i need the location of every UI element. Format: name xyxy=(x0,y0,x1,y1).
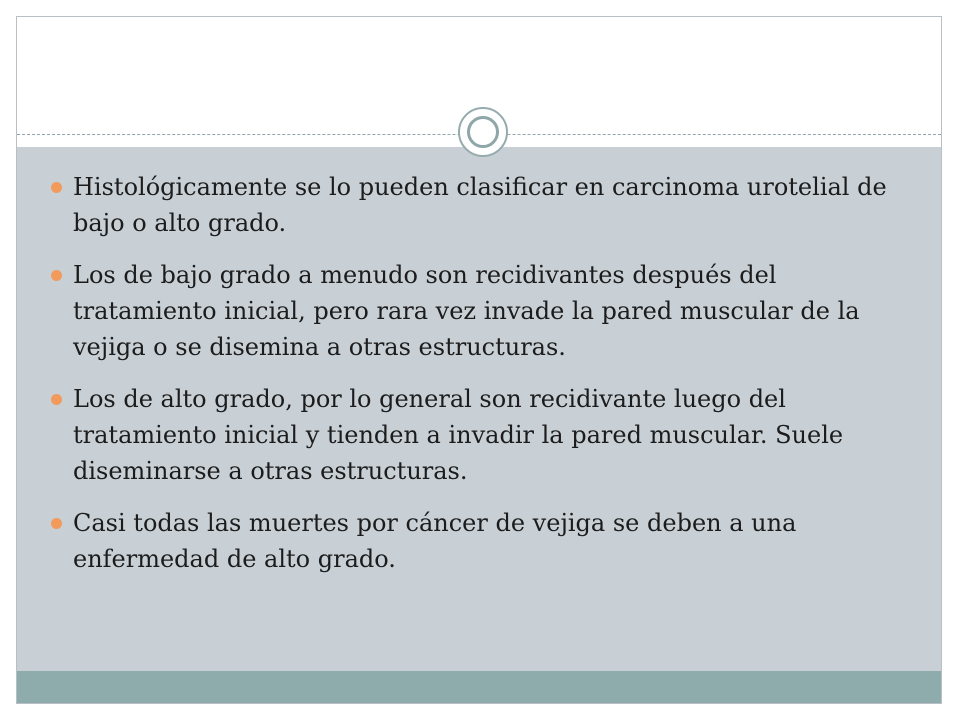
bullet-dot-icon xyxy=(51,270,62,281)
slide xyxy=(16,16,942,704)
bullet-item xyxy=(47,381,917,489)
bullet-list xyxy=(47,169,917,593)
bullet-text: Casi todas las muertes por cáncer de vejiga se deben a una enfermedad de alto grado. xyxy=(73,509,797,573)
bullet-item xyxy=(47,169,917,241)
bullet-dot-icon xyxy=(51,182,62,193)
circle-ornament-inner xyxy=(467,116,499,148)
footer-bar xyxy=(17,671,941,704)
bullet-item xyxy=(47,257,917,365)
circle-ornament-icon xyxy=(458,107,508,157)
bullet-item xyxy=(47,505,917,577)
bullet-dot-icon xyxy=(51,394,62,405)
bullet-text: Histológicamente se lo pueden clasificar en carcinoma urotelial de bajo o alto grado. xyxy=(73,173,887,237)
bullet-dot-icon xyxy=(51,518,62,529)
bullet-text: Los de alto grado, por lo general son recidivante luego del tratamiento inicial y tienden a invadir la pared muscular. Suele diseminarse a otras estructuras. xyxy=(73,385,844,485)
bullet-text: Los de bajo grado a menudo son recidivantes después del tratamiento inicial, pero rara vez invade la pared muscular de la vejiga o se disemina a otras estructuras. xyxy=(73,261,860,361)
